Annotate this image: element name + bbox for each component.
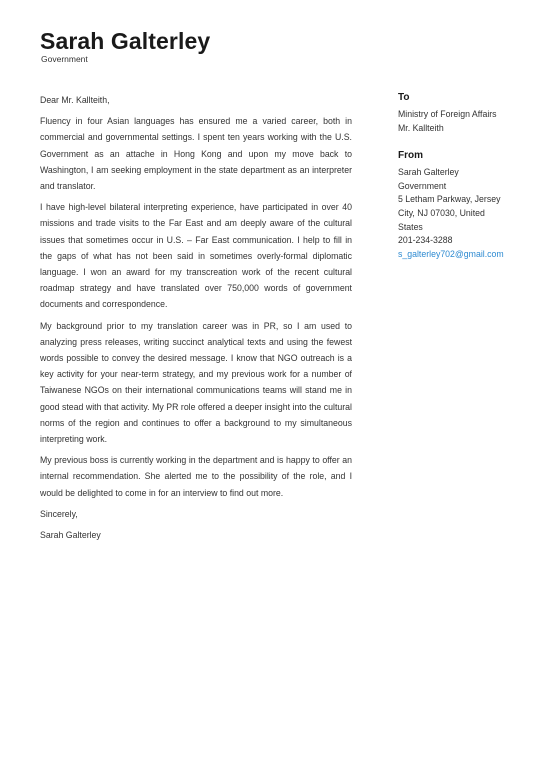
letter-paragraph-2: I have high-level bilateral interpreting experience, have participated in over 40 missions and trade visits to the Far East and am deeply aware of the cultural issues that sometimes occur in U.S. – Far East communication. I help to fill in the gaps of what has not been said in sometimes overly-formal diplomatic language. I won an award for my transcreation work of the recent cultural roadmap strategy and have translated over 750,000 words of government documents and correspondence. (40, 202, 352, 310)
recipient-block (398, 91, 523, 135)
sender-heading: From (398, 150, 423, 162)
recipient-heading: To (398, 92, 410, 103)
letter-paragraph-1: Fluency in four Asian languages has ensured me a varied career, both in commercial and governmental settings. I spent ten years working with the U.S. Government as an attache in Hong Kong and upon my move back to Washington, I am seeking employment in the state department as an interpreter and translator. (40, 116, 352, 192)
applicant-title: Government (41, 54, 88, 64)
recipient-organization: Ministry of Foreign Affairs (398, 109, 497, 119)
contact-sidebar (398, 91, 523, 275)
sender-department: Government (398, 180, 447, 191)
applicant-name: Sarah Galterley (40, 28, 211, 54)
sender-address-line-2: City, NJ 07030, United (398, 207, 485, 218)
letter-closing: Sincerely, (40, 508, 78, 519)
sender-name: Sarah Galterley (398, 167, 459, 178)
letter-salutation: Dear Mr. Kallteith, (40, 95, 110, 105)
letter-paragraph-4: My previous boss is currently working in the department and is happy to offer an internal recommendation. She alerted me to the possibility of the role, and I would be delighted to come in for an interview to find out more. (40, 455, 352, 498)
sender-block (398, 149, 523, 261)
sender-phone: 201-234-3288 (398, 235, 453, 246)
sender-email-link[interactable]: s_galterley702@gmail.com (398, 248, 504, 259)
letter-paragraph-3: My background prior to my translation career was in PR, so I am used to analyzing press releases, writing succinct analytical texts and using the fewest words possible to convey the desired message. I know that NGO outreach is a key activity for your near-term strategy, and my previous work for a number of Taiwanese NGOs on their international communications teams will stand me in good stead with that activity. My PR role offered a deeper insight into the cultural norms of the region and continues to offer a background to my simultaneous interpreting work. (40, 320, 352, 445)
letter-signature: Sarah Galterley (40, 530, 101, 541)
sender-address-line-1: 5 Letham Parkway, Jersey (398, 194, 501, 205)
sender-address-line-3: States (398, 221, 423, 232)
letter-body (40, 92, 352, 548)
recipient-name: Mr. Kallteith (398, 122, 444, 133)
